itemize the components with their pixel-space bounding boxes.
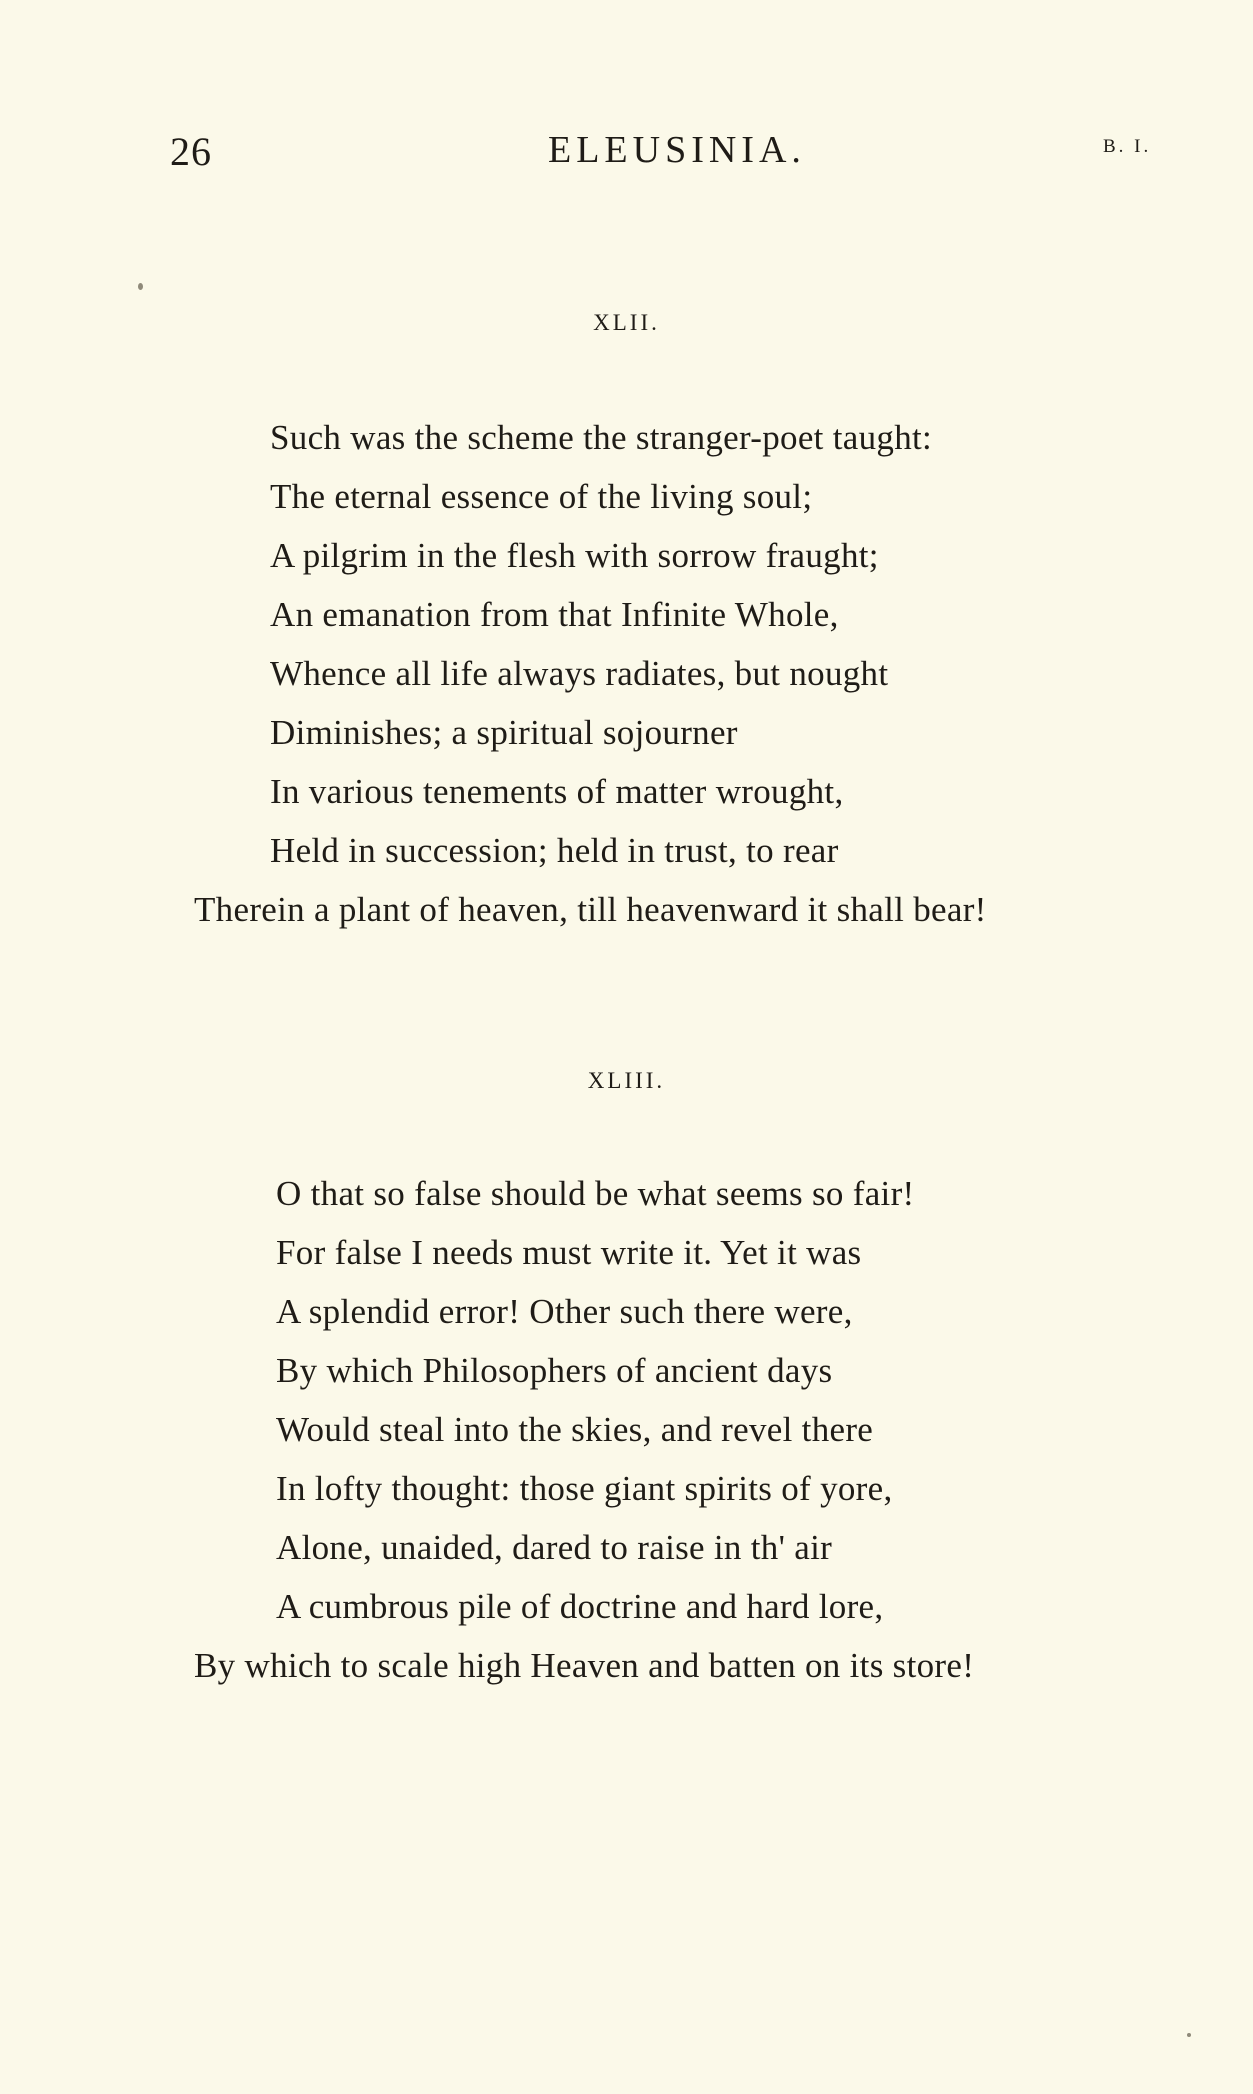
verse-line: An emanation from that Infinite Whole, <box>270 595 839 634</box>
verse-line: Diminishes; a spiritual sojourner <box>270 713 738 752</box>
verse-line: A splendid error! Other such there were, <box>276 1292 853 1331</box>
running-head <box>0 128 1253 188</box>
verse-line: The eternal essence of the living soul; <box>270 477 813 516</box>
verse-line: By which Philosophers of ancient days <box>276 1351 833 1390</box>
running-title: ELEUSINIA. <box>548 129 806 171</box>
verse-line: By which to scale high Heaven and batten on its store! <box>194 1646 975 1685</box>
stanza-heading: XLII. <box>593 310 660 335</box>
verse-line: Whence all life always radiates, but nought <box>270 654 889 693</box>
verse-line: Held in succession; held in trust, to rear <box>270 831 839 870</box>
verse-line: For false I needs must write it. Yet it was <box>276 1233 862 1272</box>
verse-line: O that so false should be what seems so fair! <box>276 1174 915 1213</box>
verse-line: A cumbrous pile of doctrine and hard lore, <box>276 1587 884 1626</box>
page-number: 26 <box>170 129 212 174</box>
verse-line: Alone, unaided, dared to raise in th' air <box>276 1528 833 1567</box>
verse-line: Therein a plant of heaven, till heavenward it shall bear! <box>194 890 987 929</box>
verse-line: A pilgrim in the flesh with sorrow fraught; <box>270 536 879 575</box>
book-reference: B. I. <box>1103 136 1152 157</box>
verse-line: Such was the scheme the stranger-poet taught: <box>270 418 933 457</box>
print-speck <box>1187 2033 1191 2037</box>
stanza-heading: XLIII. <box>587 1068 666 1093</box>
verse-line: In lofty thought: those giant spirits of yore, <box>276 1469 893 1508</box>
verse-line: In various tenements of matter wrought, <box>270 772 844 811</box>
verse-line: Would steal into the skies, and revel there <box>276 1410 874 1449</box>
print-speck <box>138 283 143 290</box>
